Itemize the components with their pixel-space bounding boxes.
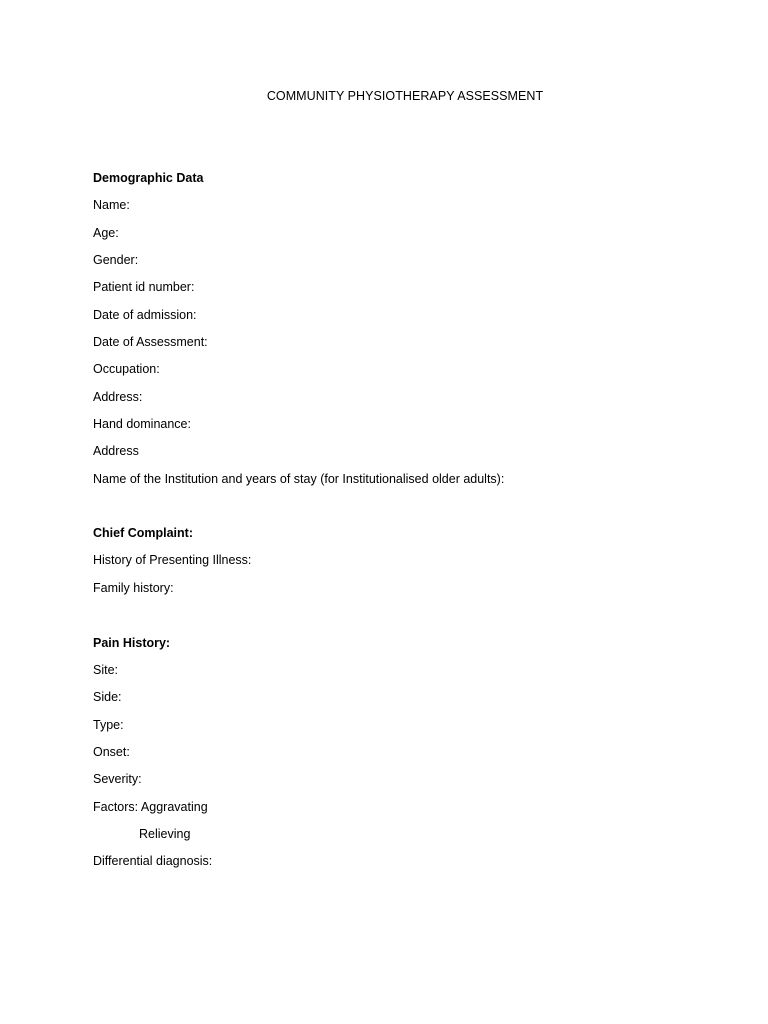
- field-type-label: Type:: [93, 718, 124, 732]
- field-site-label: Site:: [93, 663, 119, 677]
- field-occupation-label: Occupation:: [93, 362, 160, 376]
- document-title: COMMUNITY PHYSIOTHERAPY ASSESSMENT: [266, 89, 544, 103]
- field-onset-label: Onset:: [93, 745, 130, 759]
- field-gender-label: Gender:: [93, 253, 139, 267]
- chief-complaint-heading: Chief Complaint:: [93, 526, 193, 540]
- field-name-label: Name:: [93, 198, 130, 212]
- field-differential-diagnosis-label: Differential diagnosis:: [93, 854, 213, 868]
- field-aggravating-factors-label: Factors: Aggravating: [93, 800, 208, 814]
- field-severity-label: Severity:: [93, 772, 142, 786]
- field-relieving-factors-label: Relieving: [139, 827, 191, 841]
- pain-history-heading: Pain History:: [93, 636, 171, 650]
- field-date-of-assessment-label: Date of Assessment:: [93, 335, 208, 349]
- field-address-2-label: Address: [93, 444, 139, 458]
- field-hand-dominance-label: Hand dominance:: [93, 417, 191, 431]
- field-date-of-admission-label: Date of admission:: [93, 308, 197, 322]
- field-side-label: Side:: [93, 690, 122, 704]
- field-family-history-label: Family history:: [93, 581, 174, 595]
- field-patient-id-label: Patient id number:: [93, 280, 195, 294]
- field-address-label: Address:: [93, 390, 143, 404]
- field-age-label: Age:: [93, 226, 119, 240]
- demographic-heading: Demographic Data: [93, 171, 204, 185]
- field-presenting-illness-label: History of Presenting Illness:: [93, 553, 252, 567]
- field-institution-label: Name of the Institution and years of stay (for Institutionalised older adults):: [93, 472, 505, 486]
